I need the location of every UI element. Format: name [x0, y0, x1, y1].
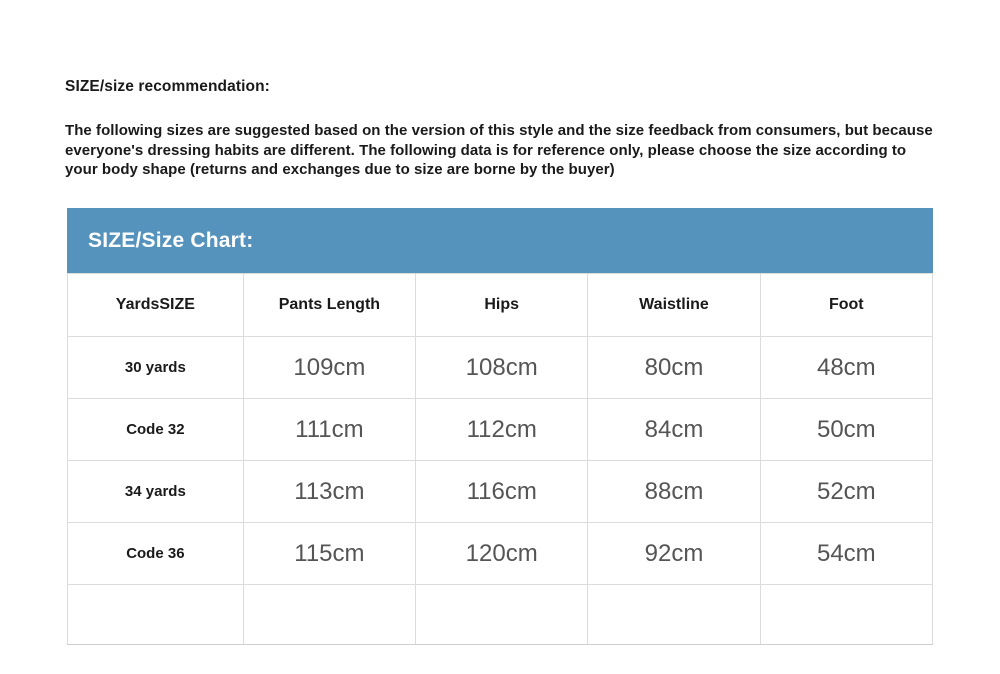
hips-cell: [416, 585, 588, 645]
table-row-empty: [68, 585, 933, 645]
size-label-cell: Code 36: [68, 523, 244, 585]
waistline-cell: 92cm: [588, 523, 760, 585]
size-table: [67, 273, 933, 645]
foot-cell: 52cm: [760, 461, 932, 523]
waistline-cell: 88cm: [588, 461, 760, 523]
pants-length-cell: 113cm: [243, 461, 415, 523]
pants-length-cell: 115cm: [243, 523, 415, 585]
pants-length-cell: 111cm: [243, 399, 415, 461]
column-header-foot: Foot: [760, 274, 932, 337]
waistline-cell: 80cm: [588, 337, 760, 399]
size-recommendation-description: The following sizes are suggested based on the version of this style and the size feedback from consumers, but because everyone's dressing habits are different. The following data is for reference only, please choose the size according to your body shape (returns and exchanges due to size are borne by the buyer): [65, 122, 933, 178]
hips-cell: 116cm: [416, 461, 588, 523]
table-row: [68, 399, 933, 461]
table-header-row: [68, 274, 933, 337]
size-label-cell: 34 yards: [68, 461, 244, 523]
foot-cell: 54cm: [760, 523, 932, 585]
foot-cell: 48cm: [760, 337, 932, 399]
hips-cell: 108cm: [416, 337, 588, 399]
column-header-pants-length: Pants Length: [243, 274, 415, 337]
table-row: [68, 523, 933, 585]
column-header-waistline: Waistline: [588, 274, 760, 337]
size-chart-section: [67, 208, 933, 645]
size-recommendation-heading: SIZE/size recommendation:: [65, 78, 270, 95]
foot-cell: 50cm: [760, 399, 932, 461]
size-label-cell: 30 yards: [68, 337, 244, 399]
hips-cell: 120cm: [416, 523, 588, 585]
pants-length-cell: 109cm: [243, 337, 415, 399]
size-chart-title: SIZE/Size Chart:: [88, 228, 254, 252]
waistline-cell: [588, 585, 760, 645]
foot-cell: [760, 585, 932, 645]
size-chart-title-bar: [67, 208, 933, 273]
column-header-hips: Hips: [416, 274, 588, 337]
hips-cell: 112cm: [416, 399, 588, 461]
table-row: [68, 461, 933, 523]
waistline-cell: 84cm: [588, 399, 760, 461]
pants-length-cell: [243, 585, 415, 645]
column-header-yards-size: YardsSIZE: [68, 274, 244, 337]
table-row: [68, 337, 933, 399]
size-label-cell: Code 32: [68, 399, 244, 461]
size-label-cell: [68, 585, 244, 645]
